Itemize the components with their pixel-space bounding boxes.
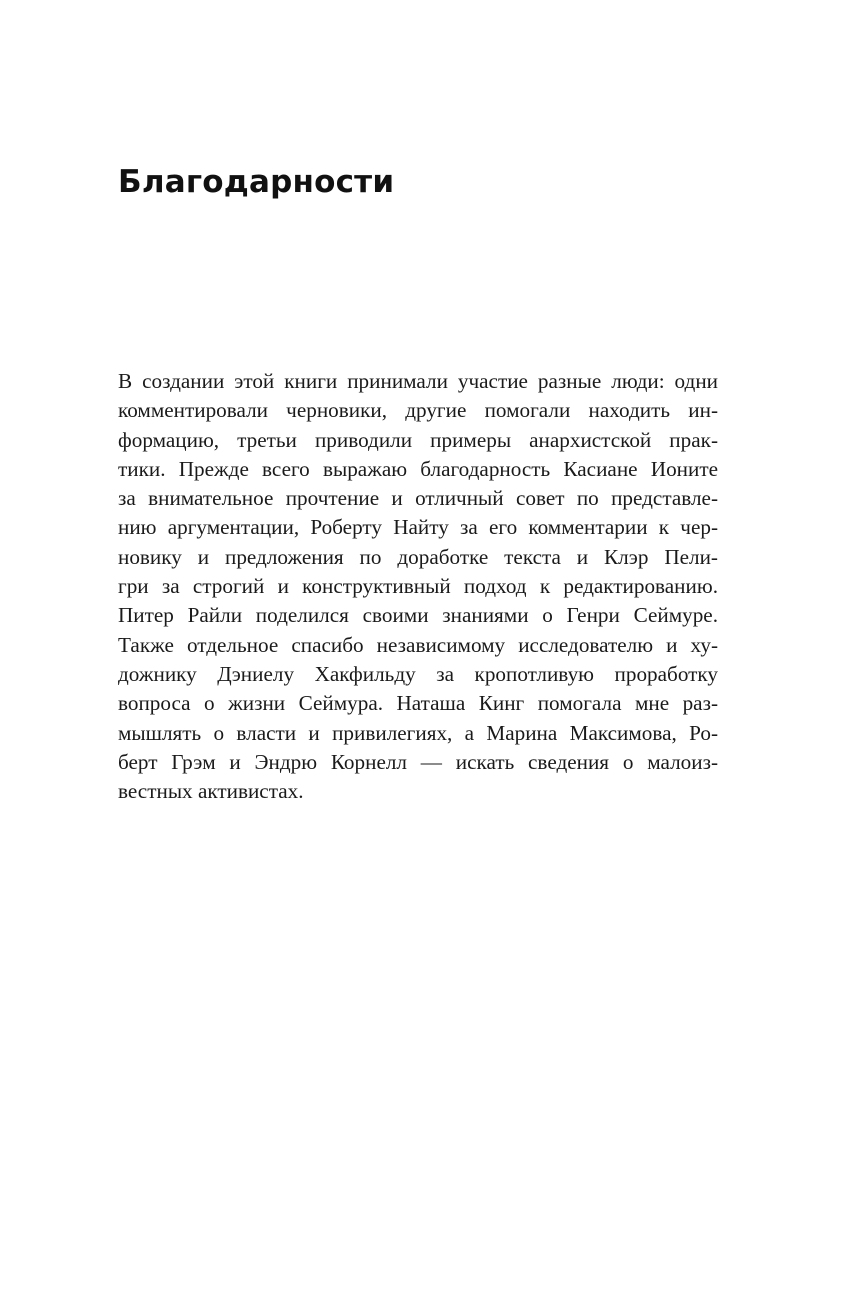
paragraph-line: В создании этой книги принимали участие разные люди: одни bbox=[118, 369, 718, 393]
paragraph-line: комментировали черновики, другие помогали находить ин- bbox=[118, 398, 718, 423]
paragraph-line: мышлять о власти и привилегиях, а Марина Максимова, Ро- bbox=[118, 720, 718, 745]
paragraph-line: тики. Прежде всего выражаю благодарность Касиане Ионите bbox=[118, 456, 718, 481]
paragraph-line: Питер Райли поделился своими знаниями о Генри Сеймуре. bbox=[118, 603, 718, 628]
paragraph-line: новику и предложения по доработке текста и Клэр Пели- bbox=[118, 544, 718, 569]
acknowledgements-paragraph bbox=[118, 367, 718, 806]
paragraph-line: вопроса о жизни Сеймура. Наташа Кинг помогала мне раз- bbox=[118, 691, 718, 716]
paragraph-line: нию аргументации, Роберту Найту за его комментарии к чер- bbox=[118, 515, 718, 540]
page-title: Благодарности bbox=[118, 164, 395, 200]
paragraph-line: дожнику Дэниелу Хакфильду за кропотливую проработку bbox=[118, 661, 718, 686]
paragraph-line: вестных активистах. bbox=[118, 779, 304, 804]
paragraph-line: формацию, третьи приводили примеры анархистской прак- bbox=[118, 427, 718, 452]
paragraph-line: Также отдельное спасибо независимому исследователю и ху- bbox=[118, 632, 718, 657]
paragraph-line: за внимательное прочтение и отличный совет по представле- bbox=[118, 486, 718, 511]
paragraph-line: берт Грэм и Эндрю Корнелл — искать сведения о малоиз- bbox=[118, 749, 718, 774]
paragraph-line: гри за строгий и конструктивный подход к редактированию. bbox=[118, 574, 718, 599]
